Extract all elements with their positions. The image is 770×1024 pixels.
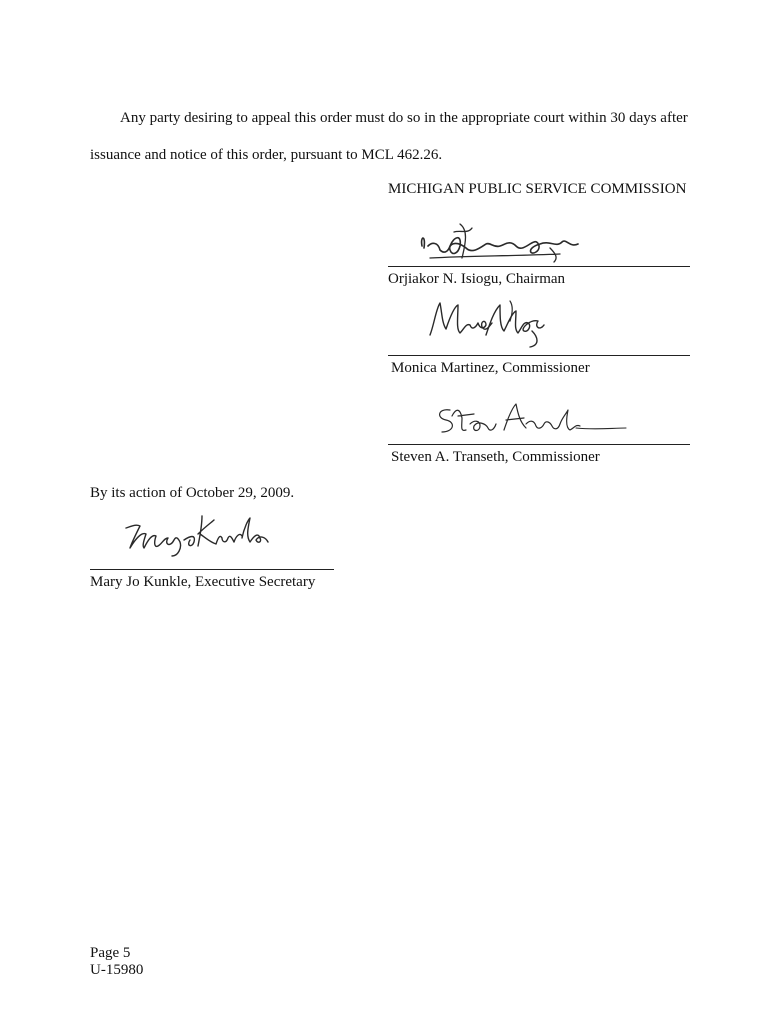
signature-martinez <box>420 295 550 355</box>
martinez-name-title: Monica Martinez, Commissioner <box>391 360 590 376</box>
transeth-name-title: Steven A. Transeth, Commissioner <box>391 449 600 465</box>
action-statement: By its action of October 29, 2009. <box>90 485 295 501</box>
signature-line-transeth <box>388 444 690 445</box>
page-number: Page 5 <box>90 945 131 961</box>
signature-kunkle <box>118 510 278 560</box>
signature-line-chairman <box>388 266 690 267</box>
paragraph-line-2: issuance and notice of this order, pursuant to MCL 462.26. <box>90 147 443 163</box>
signature-line-secretary <box>90 569 334 570</box>
signature-transeth <box>426 400 636 445</box>
commission-heading: MICHIGAN PUBLIC SERVICE COMMISSION <box>388 181 687 197</box>
paragraph-line-1: Any party desiring to appeal this order must do so in the appropriate court within 30 days after <box>120 110 688 126</box>
case-number: U-15980 <box>90 962 144 978</box>
signature-isiogu <box>410 218 600 268</box>
signature-line-martinez <box>388 355 690 356</box>
secretary-name-title: Mary Jo Kunkle, Executive Secretary <box>90 574 316 590</box>
chairman-name-title: Orjiakor N. Isiogu, Chairman <box>388 271 566 287</box>
